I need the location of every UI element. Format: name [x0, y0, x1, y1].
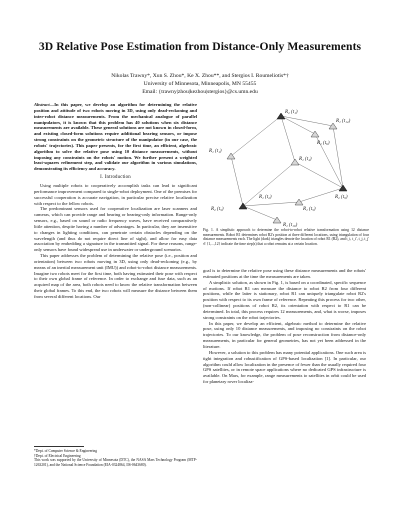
r1-triangle	[273, 217, 281, 223]
label-r1-t12: R₁ (t₁₂)	[336, 119, 351, 124]
paper-title: 3D Relative Pose Estimation from Distance-Only Measurements	[38, 40, 362, 53]
r2-triangle	[277, 113, 285, 119]
footnotes	[34, 446, 197, 467]
distance-line	[281, 116, 315, 134]
label-r2-t1: R₂ (t₁)	[285, 110, 298, 115]
distance-line	[243, 202, 299, 206]
distance-line	[231, 156, 243, 206]
affiliation: University of Minnesota, Minneapolis, MN 55455	[143, 81, 257, 87]
right-column	[203, 268, 366, 385]
footnote-1: *Dept. of Computer Science & Engineering	[34, 449, 98, 453]
figure-caption-label: Fig. 1.	[203, 228, 214, 232]
footnote-3: This work was supported by the University of Minnesota (DTC), the NASA Mars Technology Program (MTP-1263201), and the National Science Foundation (EIA-0324864, IIS-0643680).	[34, 458, 197, 467]
r1-triangle	[311, 131, 319, 137]
abstract-label: Abstract	[34, 102, 50, 107]
label-r2-t5: R₂ (t₅)	[211, 207, 224, 212]
right-paragraph-4: However, a solution to this problem has many potential applications. One such area is tight integration and robustification of GPS-based localization [1]. In particular, our algorithm could allow localization in the presence of fewer than the usually required four GPS satellites, or in remote space applications where no dedicated GPS infrastructure is available. On Mars, for example, range measurements to satellites in orbit could be used for planetary rover localiza-	[203, 349, 366, 385]
distance-line	[231, 116, 281, 156]
left-column	[34, 102, 197, 300]
right-paragraph-1: goal is to determine the relative pose using these distance measurements and the robots' estimated positions at the time the measurements are taken.	[203, 268, 366, 279]
footnote-2: †Dept. of Electrical Engineering	[34, 453, 81, 458]
label-r1-t4: R₁ (t₄)	[299, 157, 312, 162]
label-r1-t2: R₁ (t₂)	[259, 195, 272, 200]
author-names: Nikolas Trawny*, Xun S. Zhou*, Ke X. Zhou**, and Stergios I. Roumeliotis*†	[111, 73, 289, 79]
section-heading-introduction: I. Introduction	[100, 175, 131, 181]
figure-1-diagram	[203, 102, 369, 227]
abstract-text: —In this paper, we develop an algorithm for determining the relative position and attitude of two robots moving in 3D, using only dead-reckoning and inter-robot distance measurements. From the mechanical analogue of parallel manipulators, it is known that this problem has 40 solutions when six distance measurements are available. These general solutions are not known in closed-form, and existing closed-form solutions require additional bearing sensors, or impose strong constraints on the geometric structure of the manipulator (in our case, the robots' trajectories). This paper presents, for the first time, an efficient, algebraic algorithm to solve the relative pose using 10 distance measurements, without imposing any constraints on the robots' motion. We further present a weighted least-squares refinement step, and validate our algorithm in various simulations, demonstrating its efficiency and accuracy.	[34, 102, 197, 172]
distance-line	[281, 116, 333, 126]
distance-lines	[231, 116, 343, 220]
r1-triangle	[291, 159, 299, 165]
label-r2-t9: R₂ (t₉)	[335, 195, 348, 200]
intro-paragraph-3: This paper addresses the problem of determining the relative pose (i.e., position and orientation) between two robots moving in 3D, using only dead-reckoning (e.g., by means of an inertial measurement unit (IMU)) and robot-to-robot distance measurements. Imagine two robots meet for the first time, both having estimated their pose with respect to their own global frame of reference. In order to exchange and fuse data, such as an acquired map of the area, both robots need to know the relative transformation between their global frames. To this end, the two robots will measure the distance between them from several different locations. Our	[34, 253, 198, 299]
intro-paragraph-1: Using multiple robots to cooperatively accomplish tasks can lead to significant performance improvement compared to single-robot deployment. One of the premises for successful cooperation is accurate navigation, in particular precise relative localization with respect to the fellow robots.	[34, 182, 198, 206]
distance-line	[243, 206, 277, 220]
abstract	[34, 102, 197, 172]
author-block	[0, 72, 400, 96]
r2-triangle	[339, 185, 347, 191]
label-r1-t1: R₁ (t₁)	[209, 149, 222, 154]
label-r1-t5: R₁ (t₅)	[303, 207, 316, 212]
figure-1-caption	[203, 228, 369, 247]
right-paragraph-3: In this paper, we develop an efficient, algebraic method to determine the relative pose, using only 10 distance measurements, and imposing no constraints on the robot trajectories. To our knowledge, the problem of pose reconstruction from distance-only measurements, in particular for general geometries, has not yet been addressed in the literature.	[203, 320, 366, 349]
intro-paragraph-2: The predominant sensors used for cooperative localization are laser scanners and cameras, which can provide range and bearing or bearing-only information. Range-only sensors, e.g., based on sound or radio frequency waves, have received comparatively little attention, despite having a number of advantages. In particular, they are insensitive to changes in lighting conditions, can penetrate certain obstacles depending on the wavelength (and thus do not require direct line of sight), and allow for easy data association by embedding a signature in the transmitted signal. For these reasons, range-only sensors have found widespread use in underwater or underground scenarios.	[34, 206, 197, 253]
label-r1-t6: R₁ (t₆)	[317, 141, 330, 146]
distance-line	[281, 116, 295, 162]
figure-1	[203, 102, 369, 227]
author-email: Email: {trawny|zhou|kezhou|stergios}@cs.umn.edu	[142, 89, 258, 95]
right-paragraph-2: A simplistic solution, as shown in Fig. 1, is based on a coordinated, specific sequence of motions. If robot R1 can measure the distance to robot R2 from four different positions, while the latter is stationary, robot R1 can uniquely triangulate robot R2's position with respect to its own frame of reference. Repeating this process for two other, (non-collinear) positions of robot R2, its orientation with respect to R1 can be determined. In total, this process requires 12 measurements, and, what is worse, imposes strong constraints on the robot trajectories.	[203, 279, 366, 320]
figure-caption-text: A simplistic approach to determine the robot-to-robot relative transformation using 12 distance measurements. Robot R1 determines robot R2's position at three different locations, using triangulation of four distance measurements each. The light (dark) triangles denote the location of robot R1 (R2), and t_i, t_i', t_j, t_j' ∈ {1,...,12} indicate the time step(s) that a robot remains at a certain location.	[203, 228, 369, 247]
distance-line	[295, 162, 343, 188]
label-r1-t10: R₁ (t₁₀)	[283, 223, 298, 227]
footnote-rule	[34, 446, 84, 447]
